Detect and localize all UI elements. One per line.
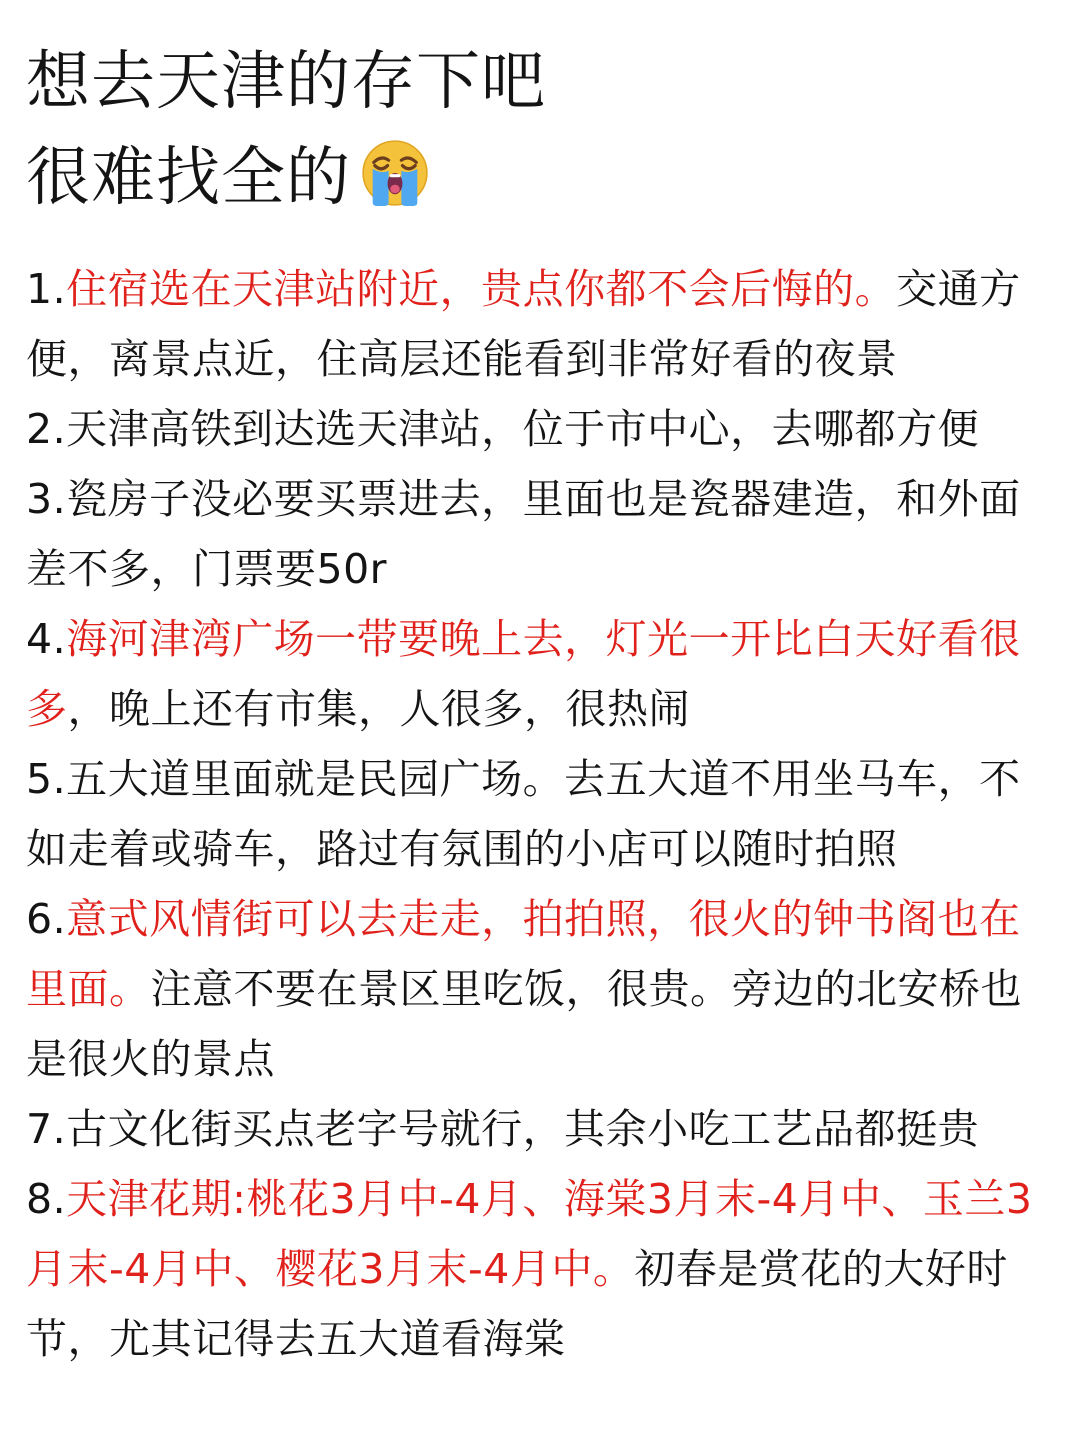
tip-2 (26, 394, 1056, 464)
loudly-crying-face-icon (361, 139, 429, 207)
tip-number: 7. (26, 1105, 67, 1153)
tip-text: 注意不要在景区里吃饭，很贵。旁边的北安桥也是很火的景点 (26, 965, 1022, 1083)
tip-number: 1. (26, 265, 67, 313)
tips-list (26, 254, 1056, 1374)
tip-highlight: 住宿选在天津站附近，贵点你都不会后悔的。 (66, 265, 897, 313)
tip-highlight: 意式风情街可以去走走，拍拍照，很火的钟书阁也在里面。 (26, 895, 1021, 1013)
tip-number: 5. (26, 755, 67, 803)
tip-text: 古文化街买点老字号就行，其余小吃工艺品都挺贵 (66, 1105, 980, 1153)
tip-text: 五大道里面就是民园广场。去五大道不用坐马车，不如走着或骑车，路过有氛围的小店可以随时拍照 (26, 755, 1021, 873)
title-line-2-text: 很难找全的 (26, 141, 351, 215)
tip-5 (26, 744, 1056, 884)
post-title (26, 34, 1056, 226)
tip-text: 交通方便，离景点近，住高层还能看到非常好看的夜景 (26, 265, 1021, 383)
tip-7 (26, 1094, 1056, 1164)
tip-text: ，晚上还有市集，人很多，很热闹 (67, 685, 690, 733)
tip-8 (26, 1164, 1056, 1374)
tip-text: 瓷房子没必要买票进去，里面也是瓷器建造，和外面差不多，门票要50r (26, 475, 1021, 593)
tip-6 (26, 884, 1056, 1094)
tip-number: 2. (26, 405, 67, 453)
tip-1 (26, 254, 1056, 394)
tip-number: 3. (26, 475, 67, 523)
title-line-1: 想去天津的存下吧 (26, 45, 546, 119)
tip-3 (26, 464, 1056, 604)
tip-text: 天津高铁到达选天津站，位于市中心，去哪都方便 (66, 405, 980, 453)
tip-number: 8. (26, 1175, 67, 1223)
tip-highlight: 天津花期:桃花3月中-4月、海棠3月末-4月中、玉兰3月末-4月中、樱花3月末-4月中。 (26, 1175, 1033, 1293)
tip-text: 初春是赏花的大好时节，尤其记得去五大道看海棠 (26, 1245, 1008, 1363)
tip-4 (26, 604, 1056, 744)
tip-highlight: 海河津湾广场一带要晚上去，灯光一开比白天好看很多 (26, 615, 1021, 733)
title-line-2 (26, 130, 1056, 226)
tip-number: 4. (26, 615, 67, 663)
post-content (26, 34, 1056, 1374)
tip-number: 6. (26, 895, 67, 943)
